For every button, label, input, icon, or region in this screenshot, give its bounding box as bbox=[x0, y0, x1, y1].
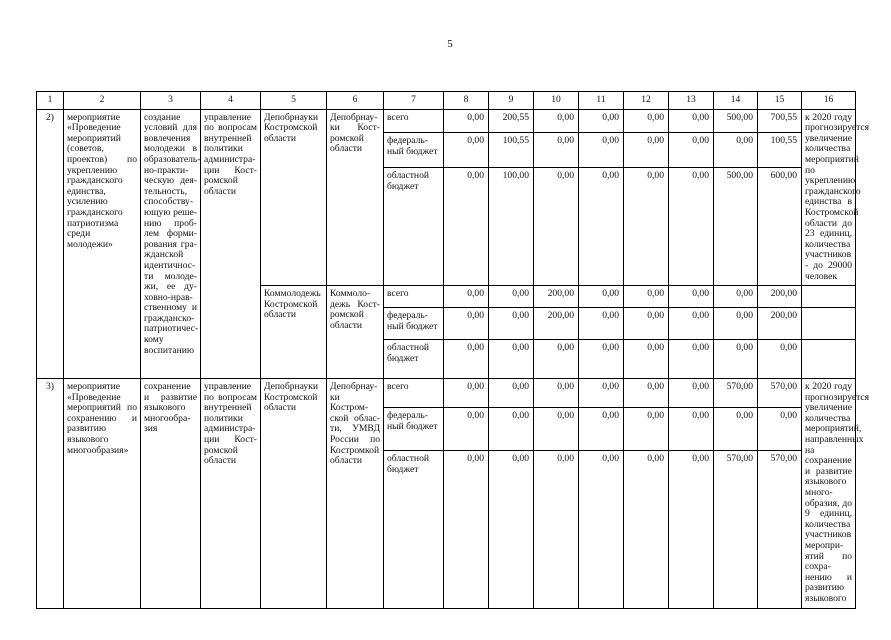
value-cell: 0,00 bbox=[758, 408, 802, 451]
expected-result-empty bbox=[802, 308, 856, 340]
value-cell: 0,00 bbox=[714, 133, 758, 168]
value-cell: 0,00 bbox=[624, 133, 669, 168]
value-cell: 570,00 bbox=[714, 379, 758, 408]
value-cell: 0,00 bbox=[489, 379, 534, 408]
value-cell: 200,00 bbox=[534, 308, 579, 340]
value-cell: 570,00 bbox=[758, 451, 802, 608]
coordinator: Депобрнауки Костромской области bbox=[261, 379, 327, 608]
value-cell: 0,00 bbox=[714, 340, 758, 379]
value-cell: 0,00 bbox=[489, 451, 534, 608]
expected-result bbox=[802, 286, 856, 308]
value-cell: 0,00 bbox=[444, 379, 489, 408]
header-cell: 4 bbox=[201, 92, 261, 110]
responsible-body: управление по вопросам внутренней политики администрации Костромской области bbox=[201, 379, 261, 608]
value-cell: 0,00 bbox=[579, 340, 624, 379]
value-cell: 0,00 bbox=[579, 408, 624, 451]
value-cell: 0,00 bbox=[444, 408, 489, 451]
header-cell: 9 bbox=[489, 92, 534, 110]
value-cell: 0,00 bbox=[579, 451, 624, 608]
value-cell: 570,00 bbox=[714, 451, 758, 608]
header-cell: 10 bbox=[534, 92, 579, 110]
value-cell: 0,00 bbox=[579, 286, 624, 308]
value-cell: 0,00 bbox=[624, 168, 669, 286]
value-cell: 200,00 bbox=[534, 286, 579, 308]
value-cell: 0,00 bbox=[669, 133, 714, 168]
event-goal: создание условий для вовлечения молодежи в образовательно-практическую деятельность, способствующую решению проблем формирования гражданской идентичности молодежи, ее духовно-нравственному и гражданско-патриотическому воспитанию bbox=[141, 109, 201, 379]
expected-result: к 2020 году прогнозируется увеличение количества мероприятий по укреплению гражданского единства в Костромской области до 23 единиц, количества участников - до 29000 человек bbox=[802, 109, 856, 286]
value-cell: 0,00 bbox=[534, 168, 579, 286]
value-cell: 0,00 bbox=[669, 408, 714, 451]
value-cell: 500,00 bbox=[714, 109, 758, 133]
header-cell: 14 bbox=[714, 92, 758, 110]
value-cell: 0,00 bbox=[669, 286, 714, 308]
page-number: 5 bbox=[447, 38, 453, 50]
header-cell: 11 bbox=[579, 92, 624, 110]
header-cell: 3 bbox=[141, 92, 201, 110]
value-cell: 0,00 bbox=[669, 168, 714, 286]
event-name: мероприятие «Проведение мероприятий по сохранению и развитию языкового многообразия» bbox=[64, 379, 141, 608]
value-cell: 0,00 bbox=[624, 451, 669, 608]
row-number: 2) bbox=[37, 109, 64, 379]
value-cell: 700,55 bbox=[758, 109, 802, 133]
executor: Депобрнауки Костромской области bbox=[327, 109, 384, 286]
executor: Депобрнауки Костромской области, УМВД России по Костромкой области bbox=[327, 379, 384, 608]
value-cell: 0,00 bbox=[714, 308, 758, 340]
funding-source: федеральный бюджет bbox=[384, 133, 444, 168]
expected-result-empty bbox=[802, 340, 856, 379]
value-cell: 0,00 bbox=[534, 340, 579, 379]
funding-source: всего bbox=[384, 379, 444, 408]
value-cell: 0,00 bbox=[444, 308, 489, 340]
value-cell: 0,00 bbox=[758, 340, 802, 379]
executor: Коммолодежь Костромской области bbox=[327, 286, 384, 379]
value-cell: 0,00 bbox=[714, 286, 758, 308]
coordinator: Депобрнауки Костромской области bbox=[261, 109, 327, 286]
event-goal: сохранение и развитие языкового многообразия bbox=[141, 379, 201, 608]
header-cell: 12 bbox=[624, 92, 669, 110]
table-row bbox=[37, 379, 856, 408]
value-cell: 0,00 bbox=[669, 379, 714, 408]
value-cell: 200,00 bbox=[758, 286, 802, 308]
value-cell: 0,00 bbox=[534, 451, 579, 608]
value-cell: 500,00 bbox=[714, 168, 758, 286]
value-cell: 0,00 bbox=[624, 408, 669, 451]
value-cell: 0,00 bbox=[669, 308, 714, 340]
expected-result: к 2020 году прогнозируется увеличение количества мероприятий, направленных на сохранение и развитие языкового многообразия, до 9 единиц, количества участников мероприятий по сохранению и развитию языкового bbox=[802, 379, 856, 608]
value-cell: 0,00 bbox=[624, 109, 669, 133]
value-cell: 0,00 bbox=[444, 286, 489, 308]
value-cell: 0,00 bbox=[444, 168, 489, 286]
value-cell: 0,00 bbox=[534, 379, 579, 408]
value-cell: 0,00 bbox=[444, 109, 489, 133]
value-cell: 100,55 bbox=[489, 133, 534, 168]
value-cell: 0,00 bbox=[444, 340, 489, 379]
header-cell: 13 bbox=[669, 92, 714, 110]
funding-source: областной бюджет bbox=[384, 340, 444, 379]
value-cell: 0,00 bbox=[579, 308, 624, 340]
value-cell: 0,00 bbox=[624, 308, 669, 340]
value-cell: 0,00 bbox=[624, 286, 669, 308]
header-row bbox=[37, 92, 856, 110]
event-name: мероприятие «Проведение мероприятий (советов, проектов) по укреплению гражданского единства, усилению гражданского патриотизма среди молодежи» bbox=[64, 109, 141, 379]
value-cell: 570,00 bbox=[758, 379, 802, 408]
funding-source: всего bbox=[384, 286, 444, 308]
value-cell: 0,00 bbox=[489, 286, 534, 308]
value-cell: 0,00 bbox=[444, 133, 489, 168]
funding-source: областной бюджет bbox=[384, 168, 444, 286]
row-number: 3) bbox=[37, 379, 64, 608]
value-cell: 0,00 bbox=[624, 379, 669, 408]
value-cell: 0,00 bbox=[669, 109, 714, 133]
value-cell: 0,00 bbox=[579, 379, 624, 408]
header-cell: 8 bbox=[444, 92, 489, 110]
header-cell: 16 bbox=[802, 92, 856, 110]
value-cell: 0,00 bbox=[444, 451, 489, 608]
value-cell: 200,55 bbox=[489, 109, 534, 133]
value-cell: 200,00 bbox=[758, 308, 802, 340]
value-cell: 0,00 bbox=[579, 168, 624, 286]
value-cell: 0,00 bbox=[714, 408, 758, 451]
value-cell: 0,00 bbox=[669, 451, 714, 608]
header-cell: 2 bbox=[64, 92, 141, 110]
value-cell: 0,00 bbox=[489, 408, 534, 451]
value-cell: 100,55 bbox=[758, 133, 802, 168]
funding-source: федеральный бюджет bbox=[384, 408, 444, 451]
header-cell: 1 bbox=[37, 92, 64, 110]
header-cell: 6 bbox=[327, 92, 384, 110]
value-cell: 0,00 bbox=[534, 408, 579, 451]
value-cell: 0,00 bbox=[669, 340, 714, 379]
funding-source: всего bbox=[384, 109, 444, 133]
value-cell: 0,00 bbox=[579, 109, 624, 133]
value-cell: 0,00 bbox=[579, 133, 624, 168]
value-cell: 0,00 bbox=[534, 133, 579, 168]
header-cell: 7 bbox=[384, 92, 444, 110]
responsible-body: управление по вопросам внутренней политики администрации Костромской области bbox=[201, 109, 261, 379]
funding-source: областной бюджет bbox=[384, 451, 444, 608]
header-cell: 5 bbox=[261, 92, 327, 110]
header-cell: 15 bbox=[758, 92, 802, 110]
funding-source: федеральный бюджет bbox=[384, 308, 444, 340]
value-cell: 100,00 bbox=[489, 168, 534, 286]
program-events-table bbox=[36, 91, 870, 609]
table-row bbox=[37, 109, 856, 133]
value-cell: 0,00 bbox=[624, 340, 669, 379]
value-cell: 600,00 bbox=[758, 168, 802, 286]
value-cell: 0,00 bbox=[489, 308, 534, 340]
coordinator: Коммолодежь Костромской области bbox=[261, 286, 327, 379]
value-cell: 0,00 bbox=[489, 340, 534, 379]
value-cell: 0,00 bbox=[534, 109, 579, 133]
document-table-wrapper bbox=[36, 91, 870, 609]
